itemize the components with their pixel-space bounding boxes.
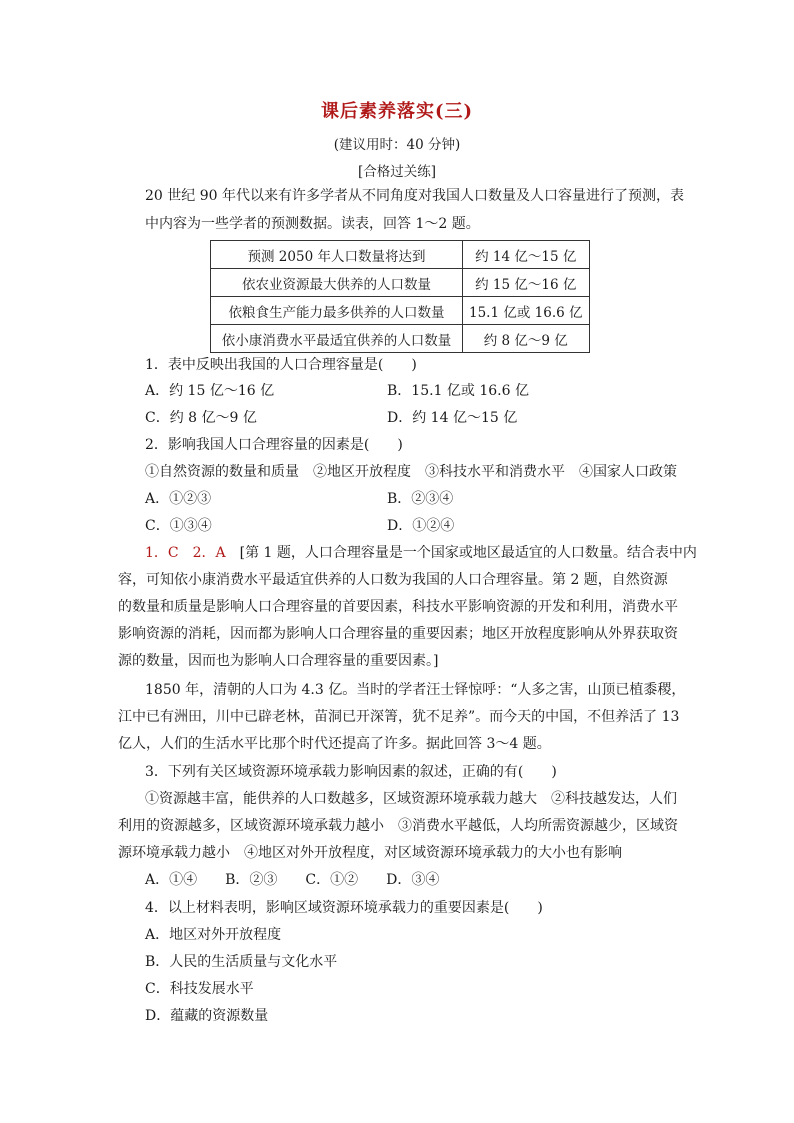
q4-option-d: D．蕴藏的资源数量 — [145, 1008, 269, 1024]
q2-option-c: C．①③④ — [145, 518, 212, 534]
q1-option-c: C．约 8 亿～9 亿 — [145, 410, 257, 426]
table-cell-value: 约 14 亿～15 亿 — [463, 241, 590, 269]
q4-option-c: C．科技发展水平 — [145, 981, 254, 997]
answer-key: 1．C 2．A — [145, 545, 226, 561]
q4-stem: 4．以上材料表明，影响区域资源环境承载力的重要因素是( ) — [145, 900, 543, 916]
passage2-line-1: 1850 年，清朝的人口为 4.3 亿。当时的学者汪士铎惊呼：“人多之害，山顶已植黍稷， — [145, 682, 686, 698]
answer12-line-4: 影响资源的消耗，因而都为影响人口合理容量的重要因素；地区开放程度影响从外界获取资 — [118, 626, 678, 642]
q3-options: A．①④ B．②③ C．①② D．③④ — [145, 872, 440, 888]
q2-option-b: B．②③④ — [387, 491, 454, 507]
table-cell-value: 约 15 亿～16 亿 — [463, 269, 590, 297]
answer12-line-3: 的数量和质量是影响人口合理容量的首要因素，科技水平影响资源的开发和利用，消费水平 — [118, 599, 678, 615]
table-row — [211, 241, 590, 269]
table-row — [211, 297, 590, 325]
q1-option-b: B．15.1 亿或 16.6 亿 — [387, 383, 529, 399]
q3-line-1: ①资源越丰富，能供养的人口数越多，区域资源环境承载力越大 ②科技越发达，人们 — [145, 791, 677, 807]
prediction-table — [210, 240, 590, 353]
q2-option-d: D．①②④ — [387, 518, 455, 534]
table-cell-item: 预测 2050 年人口数量将达到 — [211, 241, 463, 269]
table-row — [211, 269, 590, 297]
q2-option-a: A．①②③ — [145, 491, 212, 507]
q4-option-b: B．人民的生活质量与文化水平 — [145, 954, 338, 970]
table-cell-item: 依小康消费水平最适宜供养的人口数量 — [211, 325, 463, 353]
q3-line-3: 源环境承载力越小 ④地区对外开放程度，对区域资源环境承载力的大小也有影响 — [118, 845, 622, 861]
q1-stem: 1．表中反映出我国的人口合理容量是( ) — [145, 357, 417, 373]
table-cell-item: 依粮食生产能力最多供养的人口数量 — [211, 297, 463, 325]
answer12-line-2: 容，可知依小康消费水平最适宜供养的人口数为我国的人口合理容量。第 2 题，自然资源 — [118, 572, 668, 588]
intro-line-1: 20 世纪 90 年代以来有许多学者从不同角度对我国人口数量及人口容量进行了预测，表 — [145, 188, 684, 204]
q3-stem: 3．下列有关区域资源环境承载力影响因素的叙述，正确的有( ) — [145, 764, 557, 780]
answer12-text-1: [第 1 题，人口合理容量是一个国家或地区最适宜的人口数量。结合表中内 — [239, 545, 697, 561]
page-title: 课后素养落实(三) — [320, 101, 474, 122]
table-cell-value: 约 8 亿～9 亿 — [463, 325, 590, 353]
time-hint: (建议用时：40 分钟) — [333, 137, 461, 153]
passage2-line-2: 江中已有洲田，川中已辟老林，苗洞已开深箐，犹不足养”。而今天的中国，不但养活了 13 — [118, 709, 680, 725]
table-cell-item: 依农业资源最大供养的人口数量 — [211, 269, 463, 297]
q2-factors: ①自然资源的数量和质量 ②地区开放程度 ③科技水平和消费水平 ④国家人口政策 — [145, 464, 677, 480]
section-heading: [合格过关练] — [357, 164, 437, 180]
intro-line-2: 中内容为一些学者的预测数据。读表，回答 1～2 题。 — [145, 216, 480, 232]
q3-line-2: 利用的资源越多，区域资源环境承载力越小 ③消费水平越低，人均所需资源越少，区域资 — [118, 818, 678, 834]
q2-stem: 2．影响我国人口合理容量的因素是( ) — [145, 437, 403, 453]
q4-option-a: A．地区对外开放程度 — [145, 927, 282, 943]
q1-option-a: A．约 15 亿～16 亿 — [145, 383, 275, 399]
answer12-line-5: 源的数量，因而也为影响人口合理容量的重要因素。] — [118, 653, 439, 669]
table-row — [211, 325, 590, 353]
q1-option-d: D．约 14 亿～15 亿 — [387, 410, 518, 426]
passage2-line-3: 亿人，人们的生活水平比那个时代还提高了许多。据此回答 3～4 题。 — [118, 736, 551, 752]
answer12-line-1 — [145, 543, 697, 563]
table-cell-value: 15.1 亿或 16.6 亿 — [463, 297, 590, 325]
